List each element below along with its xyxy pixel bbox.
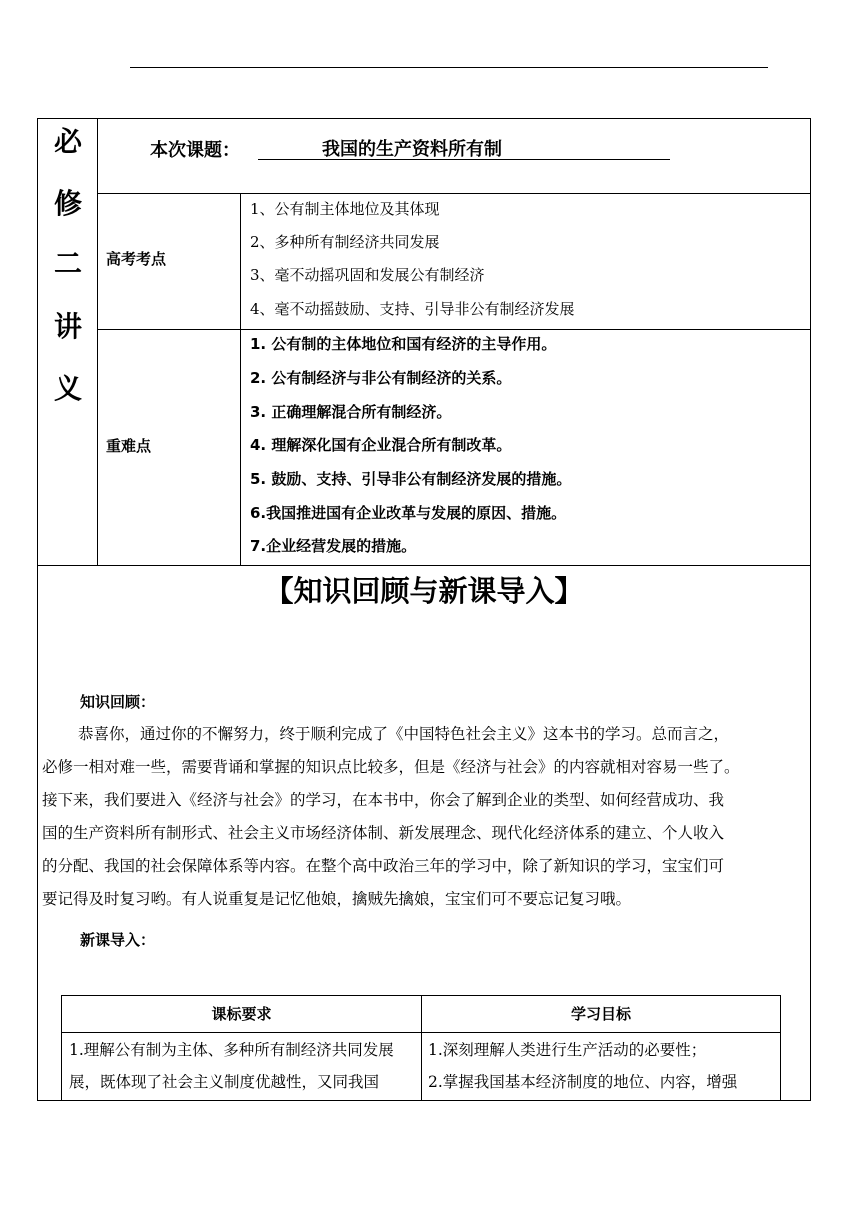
standards-table — [61, 995, 781, 1101]
review-line: 接下来，我们要进入《经济与社会》的学习，在本书中，你会了解到企业的类型、如何经营成功、我 — [42, 791, 725, 809]
side-title-char: 讲 — [53, 310, 82, 343]
section-title: 【知识回顾与新课导入】 — [264, 574, 584, 608]
topic-row-divider — [97, 193, 811, 194]
label-column-divider — [240, 193, 241, 565]
standards-requirement-line: 1.理解公有制为主体、多种所有制经济共同发展 — [69, 1041, 394, 1059]
side-title-char: 二 — [53, 247, 82, 280]
standards-header-requirements: 课标要求 — [211, 1005, 272, 1023]
side-title-char: 义 — [53, 372, 82, 405]
exam-row-divider — [97, 329, 811, 330]
exam-point-item: 1、公有制主体地位及其体现 — [250, 200, 440, 218]
exam-points-label: 高考考点 — [106, 250, 167, 268]
standards-objective-line: 2.掌握我国基本经济制度的地位、内容，增强 — [428, 1073, 738, 1091]
standards-header-divider — [62, 1032, 780, 1033]
key-point-item: 3. 正确理解混合所有制经济。 — [250, 403, 452, 421]
header-section-divider — [38, 565, 811, 566]
header-rule — [130, 67, 768, 68]
side-title — [38, 119, 98, 565]
exam-point-item: 3、毫不动摇巩固和发展公有制经济 — [250, 266, 485, 284]
exam-point-item: 4、毫不动摇鼓励、支持、引导非公有制经济发展 — [250, 300, 575, 318]
review-line: 必修一相对难一些，需要背诵和掌握的知识点比较多，但是《经济与社会》的内容就相对容易一些了。 — [42, 758, 740, 776]
key-point-item: 4. 理解深化国有企业混合所有制改革。 — [250, 436, 512, 454]
review-line: 国的生产资料所有制形式、社会主义市场经济体制、新发展理念、现代化经济体系的建立、个人收入 — [42, 824, 725, 842]
standards-requirement-line: 展，既体现了社会主义制度优越性，又同我国 — [69, 1073, 380, 1091]
standards-header-objectives: 学习目标 — [570, 1005, 631, 1023]
key-point-item: 2. 公有制经济与非公有制经济的关系。 — [250, 369, 512, 387]
key-point-item: 6.我国推进国有企业改革与发展的原因、措施。 — [250, 504, 567, 522]
topic-value: 我国的生产资料所有制 — [258, 135, 670, 160]
review-line: 要记得及时复习哟。有人说重复是记忆他娘，擒贼先擒娘，宝宝们可不要忘记复习哦。 — [42, 890, 632, 908]
key-point-item: 5. 鼓励、支持、引导非公有制经济发展的措施。 — [250, 470, 572, 488]
review-line: 的分配、我国的社会保障体系等内容。在整个高中政治三年的学习中，除了新知识的学习，宝宝们可 — [42, 857, 725, 875]
key-points-label: 重难点 — [106, 437, 152, 455]
review-heading: 知识回顾： — [80, 693, 156, 711]
review-line: 恭喜你，通过你的不懈努力，终于顺利完成了《中国特色社会主义》这本书的学习。总而言之， — [78, 725, 730, 743]
standards-objective-line: 1.深刻理解人类进行生产活动的必要性； — [428, 1041, 707, 1059]
intro-heading: 新课导入： — [80, 931, 156, 949]
side-title-char: 修 — [53, 187, 82, 220]
review-paragraph — [42, 718, 806, 916]
exam-point-item: 2、多种所有制经济共同发展 — [250, 233, 440, 251]
topic-label: 本次课题： — [150, 140, 240, 161]
key-point-item: 1. 公有制的主体地位和国有经济的主导作用。 — [250, 335, 557, 353]
lecture-table — [37, 118, 811, 1101]
key-point-item: 7.企业经营发展的措施。 — [250, 537, 417, 555]
side-title-char: 必 — [53, 125, 82, 158]
